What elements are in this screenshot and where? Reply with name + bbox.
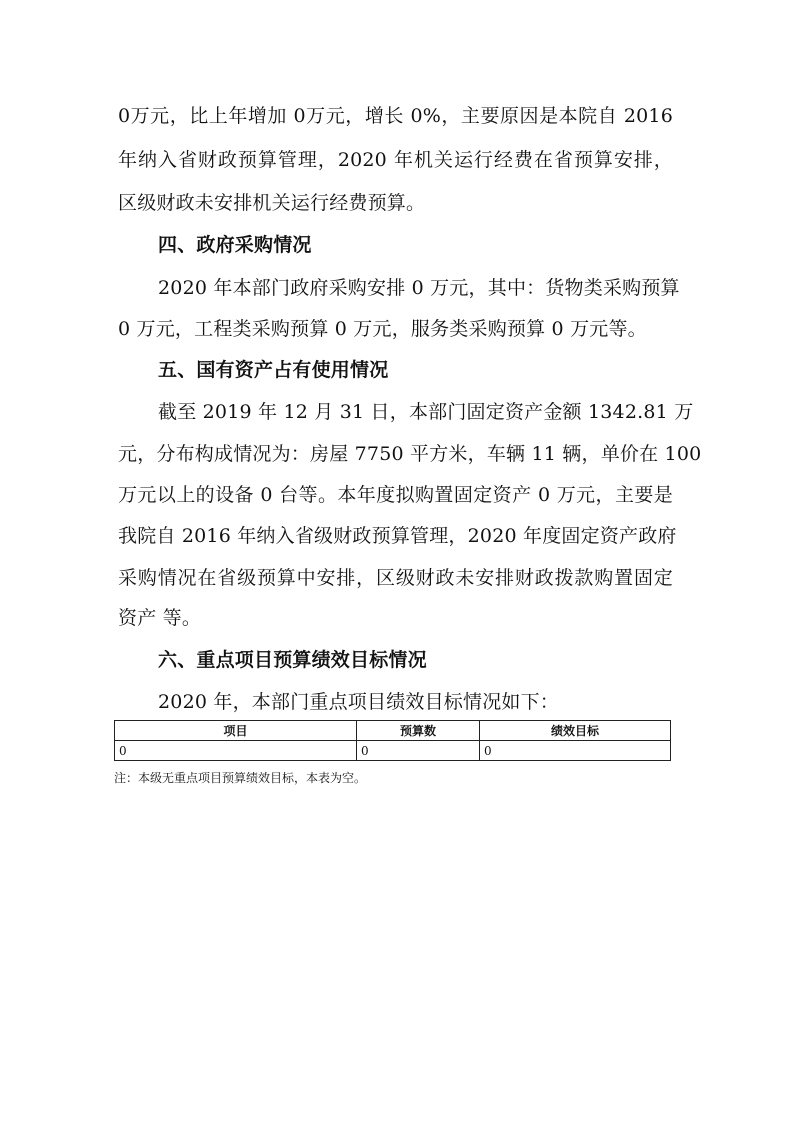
funding-line-3: 区级财政未安排机关运行经费预算。 bbox=[118, 192, 426, 214]
table-note: 注：本级无重点项目预算绩效目标，本表为空。 bbox=[114, 771, 367, 785]
section5-line-1: 截至 2019 年 12 月 31 日，本部门固定资产金额 1342.81 万 bbox=[158, 401, 694, 423]
section5-line-4: 我院自 2016 年纳入省级财政预算管理，2020 年度固定资产政府 bbox=[118, 525, 677, 547]
section4-line-2: 0 万元，工程类采购预算 0 万元，服务类采购预算 0 万元等。 bbox=[118, 318, 647, 340]
section5-line-3: 万元以上的设备 0 台等。本年度拟购置固定资产 0 万元，主要是 bbox=[118, 484, 673, 506]
section5-line-2: 元，分布构成情况为：房屋 7750 平方米，车辆 11 辆，单价在 100 bbox=[118, 443, 702, 465]
section5-line-5: 采购情况在省级预算中安排，区级财政未安排财政拨款购置固定 bbox=[118, 567, 673, 589]
table-row bbox=[115, 741, 671, 761]
cell-performance-goal: 0 bbox=[480, 741, 671, 761]
section6-intro: 2020 年，本部门重点项目绩效目标情况如下： bbox=[158, 691, 559, 713]
column-header-budget: 预算数 bbox=[357, 721, 480, 741]
cell-project: 0 bbox=[115, 741, 357, 761]
column-header-performance-goal: 绩效目标 bbox=[480, 721, 671, 741]
performance-table bbox=[114, 720, 671, 761]
section5-heading: 五、国有资产占有使用情况 bbox=[158, 359, 389, 381]
funding-line-2: 年纳入省财政预算管理，2020 年机关运行经费在省预算安排， bbox=[118, 149, 673, 171]
column-header-project: 项目 bbox=[115, 721, 357, 741]
funding-line-1: 0万元，比上年增加 0万元，增长 0%，主要原因是本院自 2016 bbox=[118, 105, 673, 127]
cell-budget: 0 bbox=[357, 741, 480, 761]
section4-heading: 四、政府采购情况 bbox=[158, 234, 312, 256]
section6-heading: 六、重点项目预算绩效目标情况 bbox=[158, 649, 427, 671]
section5-line-6: 资产 等。 bbox=[118, 607, 202, 629]
table-header-row bbox=[115, 721, 671, 741]
section4-line-1: 2020 年本部门政府采购安排 0 万元，其中：货物类采购预算 bbox=[158, 277, 680, 299]
